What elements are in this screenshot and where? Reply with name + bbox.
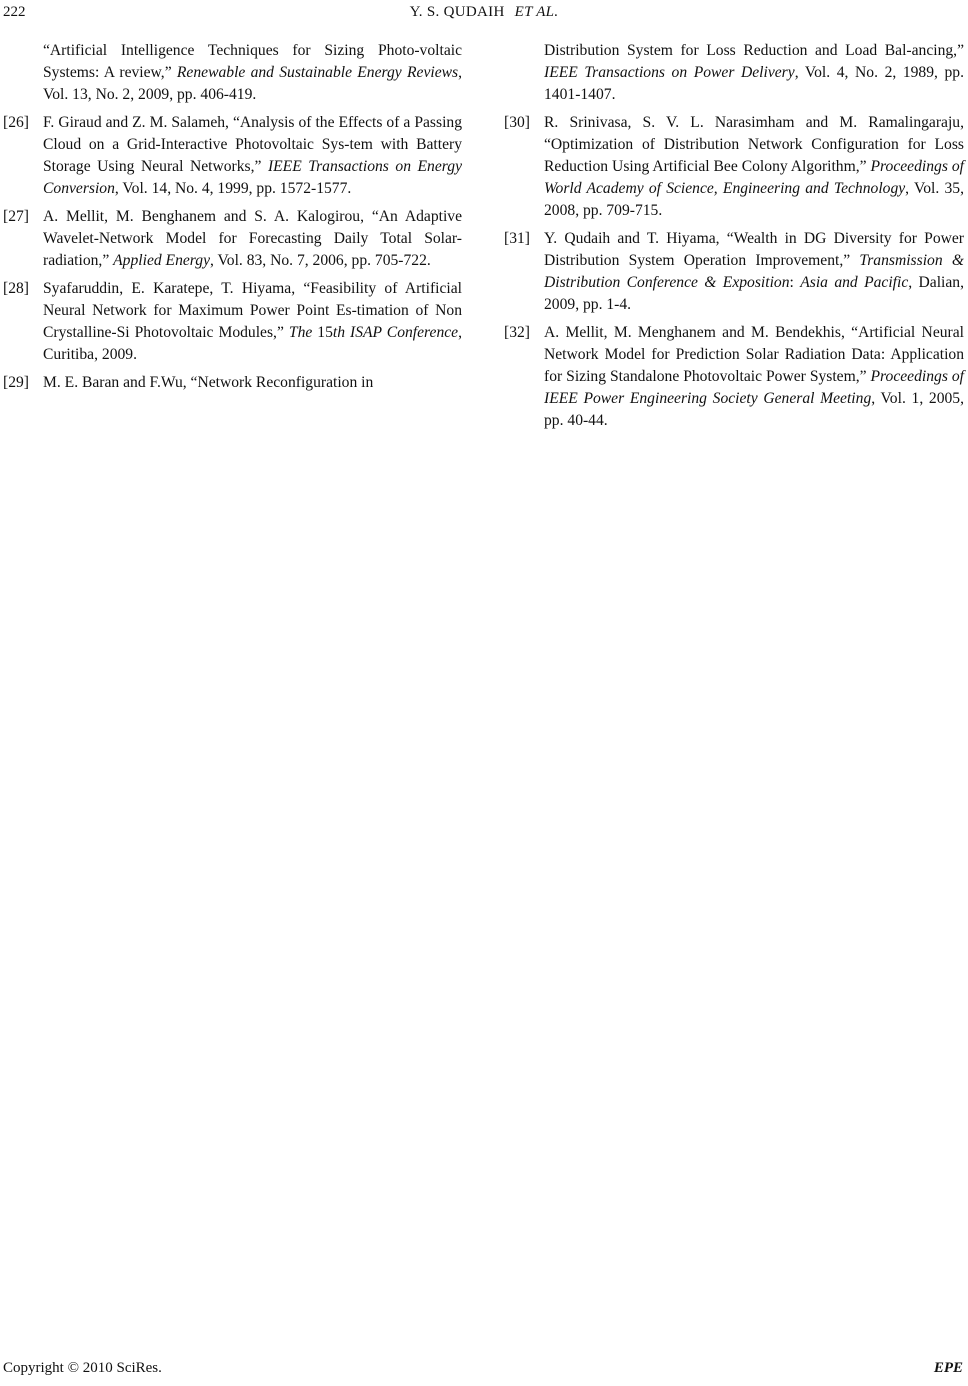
reference-number: [27] [3, 208, 29, 225]
reference-number: [31] [504, 230, 530, 247]
reference-26 [3, 112, 462, 200]
reference-text: Y. Qudaih and T. Hiyama, “Wealth in DG Diversity for Power Distribution System Operation Improvement,” Transmission & Distribution Conference & Exposition: Asia and Pacific, Dalian, 2009, pp. 1-4. [544, 230, 965, 313]
left-column [3, 40, 462, 400]
reference-text: F. Giraud and Z. M. Salameh, “Analysis of the Effects of a Passing Cloud on a Grid-Interactive Photovoltaic Sys-tem with Battery Storage Using Neural Networks,” IEEE Transactions on Energy Conversion, Vol. 14, No. 4, 1999, pp. 1572-1577. [43, 114, 462, 197]
reference-text: Distribution System for Loss Reduction and Load Bal-ancing,” IEEE Transactions on Power Delivery, Vol. 4, No. 2, 1989, pp. 1401-1407. [544, 42, 965, 103]
running-head [0, 4, 968, 21]
page-header [0, 4, 968, 24]
reference-text: “Artificial Intelligence Techniques for Sizing Photo-voltaic Systems: A review,” Renewable and Sustainable Energy Reviews, Vol. 13, No. 2, 2009, pp. 406-419. [43, 42, 462, 103]
running-head-authors: Y. S. QUDAIH [409, 4, 505, 20]
page-footer [0, 1360, 968, 1380]
reference-text: A. Mellit, M. Menghanem and M. Bendekhis, “Artificial Neural Network Model for Prediction Solar Radiation Data: Application for Sizing Standalone Photovoltaic Power System,” Proceedings of IEEE Power Engineering Society General Meeting, Vol. 1, 2005, pp. 40-44. [544, 324, 965, 429]
reference-text: M. E. Baran and F.Wu, “Network Reconfiguration in [43, 374, 374, 391]
reference-number: [32] [504, 324, 530, 341]
copyright-notice: Copyright © 2010 SciRes. [3, 1360, 162, 1376]
reference-25-continuation [3, 40, 462, 106]
right-column [504, 40, 964, 438]
reference-31 [504, 228, 964, 316]
reference-text: R. Srinivasa, S. V. L. Narasimham and M. Ramalingaraju, “Optimization of Distribution Network Configuration for Loss Reduction Using Artificial Bee Colony Algorithm,” Proceedings of World Academy of Science, Engineering and Technology, Vol. 35, 2008, pp. 709-715. [544, 114, 964, 219]
journal-abbreviation: EPE [933, 1360, 963, 1376]
reference-29 [3, 372, 462, 394]
reference-28 [3, 278, 462, 366]
reference-number: [28] [3, 280, 29, 297]
reference-text: Syafaruddin, E. Karatepe, T. Hiyama, “Feasibility of Artificial Neural Network for Maximum Power Point Es-timation of Non Crystalline-Si Photovoltaic Modules,” The 15th ISAP Conference, Curitiba, 2009. [43, 280, 462, 363]
page-number: 222 [3, 4, 26, 20]
reference-29-continuation [504, 40, 964, 106]
running-head-et-al: ET AL. [514, 4, 559, 20]
reference-27 [3, 206, 462, 272]
reference-number: [30] [504, 114, 530, 131]
reference-number: [26] [3, 114, 29, 131]
reference-number: [29] [3, 374, 29, 391]
reference-30 [504, 112, 964, 222]
reference-32 [504, 322, 964, 432]
reference-text: A. Mellit, M. Benghanem and S. A. Kalogirou, “An Adaptive Wavelet-Network Model for Forecasting Daily Total Solar-radiation,” Applied Energy, Vol. 83, No. 7, 2006, pp. 705-722. [43, 208, 462, 269]
